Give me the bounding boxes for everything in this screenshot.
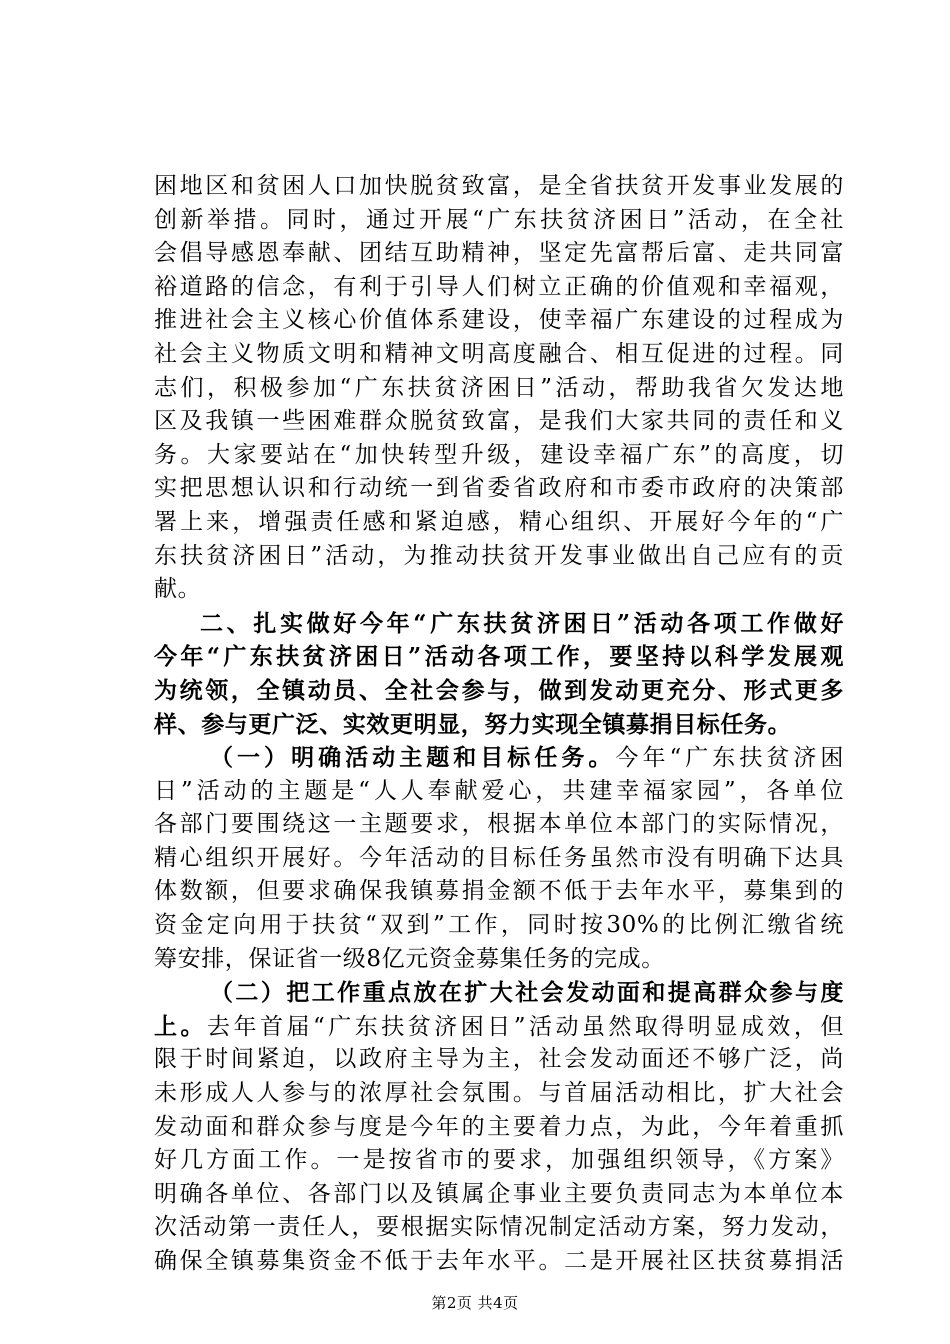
subsection-2-second-line bbox=[154, 1010, 844, 1044]
text-line: 东扶贫济困日”活动，为推动扶贫开发事业做出自己应有的贡 bbox=[154, 542, 844, 569]
text-line: 确保全镇募集资金不低于去年水平。二是开展社区扶贫募捐活 bbox=[154, 1248, 844, 1274]
text-line: 区及我镇一些困难群众脱贫致富，是我们大家共同的责任和义 bbox=[154, 408, 844, 435]
text-line: 献。 bbox=[154, 576, 202, 603]
text-line: 日”活动的主题是“人人奉献爱心，共建幸福家园”，各单位 bbox=[154, 777, 844, 804]
text-line: 各部门要围绕这一主题要求，根据本单位本部门的实际情况， bbox=[154, 811, 844, 838]
text-line: 好几方面工作。一是按省市的要求，加强组织领导，《方案》 bbox=[154, 1147, 844, 1174]
text-line: 未形成人人参与的浓厚社会氛围。与首届活动相比，扩大社会 bbox=[154, 1080, 844, 1107]
subsection-1-heading: （一）明确活动主题和目标任务。 bbox=[210, 744, 616, 772]
subsection-2-heading-end: 上。 bbox=[154, 1012, 207, 1040]
text-line: 裕道路的信念，有利于引导人们树立正确的价值观和幸福观， bbox=[154, 273, 844, 300]
text-line: 次活动第一责任人，要根据实际情况制定活动方案，努力发动， bbox=[154, 1214, 844, 1241]
text-line: 限于时间紧迫，以政府主导为主，社会发动面还不够广泛，尚 bbox=[154, 1046, 844, 1073]
text-line: 筹安排，保证省一级8亿元资金募集任务的完成。 bbox=[154, 945, 665, 972]
text-line: 资金定向用于扶贫“双到”工作，同时按30%的比例汇缴省统 bbox=[154, 912, 844, 939]
text-line: 体数额，但要求确保我镇募捐金额不低于去年水平，募集到的 bbox=[154, 878, 844, 905]
text-line: 推进社会主义核心价值体系建设，使幸福广东建设的过程成为 bbox=[154, 307, 844, 334]
text-line: 精心组织开展好。今年活动的目标任务虽然市没有明确下达具 bbox=[154, 844, 844, 871]
section-heading-line: 为统领，全镇动员、全社会参与，做到发动更充分、形式更多 bbox=[154, 676, 844, 704]
document-body bbox=[154, 170, 844, 1279]
section-heading: 二、扎实做好今年“广东扶贫济困日”活动各项工作做好 bbox=[200, 609, 844, 637]
text-line: 明确各单位、各部门以及镇属企事业主要负责同志为本单位本 bbox=[154, 1180, 844, 1207]
text-line: 发动面和群众参与度是今年的主要着力点，为此，今年着重抓 bbox=[154, 1113, 844, 1140]
page-number-footer: 第2页 共4页 bbox=[431, 1294, 519, 1312]
text-line: 困地区和贫困人口加快脱贫致富，是全省扶贫开发事业发展的 bbox=[154, 173, 844, 199]
text-line: 社会主义物质文明和精神文明高度融合、相互促进的过程。同 bbox=[154, 340, 844, 367]
text-line: 署上来，增强责任感和紧迫感，精心组织、开展好今年的“广 bbox=[154, 508, 844, 535]
text-span: 去年首届“广东扶贫济困日”活动虽然取得明显成效，但 bbox=[207, 1013, 844, 1040]
text-span: 困 bbox=[820, 745, 845, 772]
text-line: 志们，积极参加“广东扶贫济困日”活动，帮助我省欠发达地 bbox=[154, 374, 844, 401]
text-line: 务。大家要站在“加快转型升级，建设幸福广东”的高度，切 bbox=[154, 441, 844, 468]
section-heading-line: 今年“广东扶贫济困日”活动各项工作，要坚持以科学发展观 bbox=[154, 643, 844, 671]
section-heading-line: 样、参与更广泛、实效更明显，努力实现全镇募捐目标任务。 bbox=[154, 710, 792, 738]
subsection-2-heading: （二）把工作重点放在扩大社会发动面和提高群众参与度 bbox=[210, 979, 844, 1007]
subsection-1-first-line bbox=[154, 741, 844, 775]
text-line: 创新举措。同时，通过开展“广东扶贫济困日”活动，在全社 bbox=[154, 206, 844, 233]
text-line: 实把思想认识和行动统一到省委省政府和市委市政府的决策部 bbox=[154, 475, 844, 502]
text-line: 会倡导感恩奉献、团结互助精神，坚定先富帮后富、走共同富 bbox=[154, 240, 844, 267]
text-span: 今年“广东扶贫济 bbox=[615, 745, 821, 772]
